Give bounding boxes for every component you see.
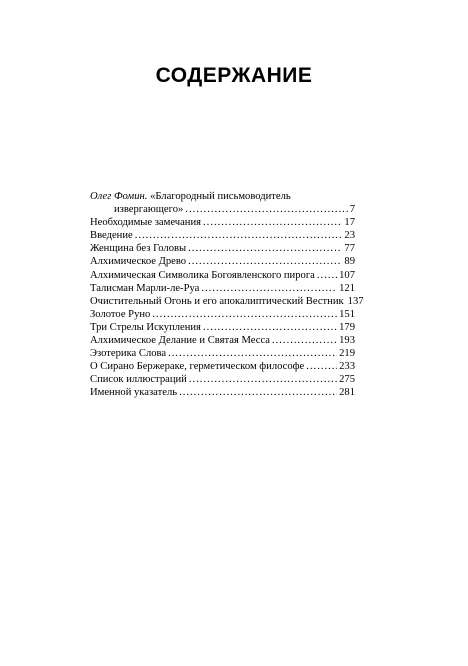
toc-author: Олег Фомин. — [90, 191, 148, 202]
toc-entry-page: 77 — [344, 243, 355, 255]
leader-dots — [152, 308, 337, 321]
toc-entry-title: Три Стрелы Искупления — [90, 321, 201, 333]
toc-entry[interactable] — [90, 347, 355, 360]
toc-entry[interactable] — [90, 203, 355, 216]
toc-entry-first-line1 — [90, 190, 355, 203]
toc-first-title-line1: «Благородный письмоводитель — [150, 191, 291, 202]
toc-entry-page: 137 — [347, 295, 364, 307]
leader-dots — [168, 347, 337, 360]
toc-entry-title: О Сирано Бержераке, герметическом философе — [90, 361, 305, 373]
leader-dots — [179, 386, 337, 399]
table-of-contents — [90, 190, 364, 400]
leader-dots — [185, 203, 347, 216]
toc-entry-title: извергающего» — [114, 204, 184, 216]
leader-dots — [317, 269, 337, 282]
leader-dots — [272, 334, 337, 347]
leader-dots — [201, 282, 337, 295]
toc-entry-page: 275 — [339, 374, 355, 386]
toc-entry[interactable] — [90, 334, 355, 347]
toc-entry-title: Очистительный Огонь и его апокалиптический Вестник — [90, 295, 344, 307]
toc-entry[interactable] — [90, 242, 355, 255]
toc-entry-title: Золотое Руно — [90, 308, 151, 320]
toc-entry-page: 281 — [339, 387, 355, 399]
toc-entry-page: 233 — [339, 361, 355, 373]
toc-entry-title: Алхимическое Древо — [90, 256, 187, 268]
toc-entry-title: Женщина без Головы — [90, 243, 187, 255]
toc-entry-title: Список иллюстраций — [90, 374, 187, 386]
toc-entry-title: Введение — [90, 230, 133, 242]
page-title: СОДЕРЖАНИЕ — [155, 64, 313, 87]
toc-entry-page: 107 — [339, 269, 355, 281]
leader-dots — [188, 255, 342, 268]
toc-entry[interactable] — [90, 255, 355, 268]
toc-list — [90, 216, 364, 399]
toc-entry[interactable] — [90, 321, 355, 334]
toc-entry[interactable] — [90, 282, 355, 295]
toc-entry-title: Алхимическое Делание и Святая Месса — [90, 335, 270, 347]
leader-dots — [203, 216, 342, 229]
toc-entry-title: Необходимые замечания — [90, 217, 202, 229]
toc-entry-title: Талисман Марли-ле-Руа — [90, 282, 200, 294]
toc-entry-page: 7 — [349, 204, 355, 216]
toc-entry-title: Алхимическая Символика Богоявленского пирога — [90, 269, 315, 281]
toc-entry-page: 151 — [339, 308, 355, 320]
toc-entry[interactable] — [90, 386, 355, 399]
leader-dots — [189, 373, 337, 386]
toc-entry[interactable] — [90, 373, 355, 386]
toc-entry[interactable] — [90, 229, 355, 242]
leader-dots — [135, 229, 343, 242]
toc-entry[interactable] — [90, 308, 355, 321]
toc-entry-page: 121 — [339, 282, 355, 294]
leader-dots — [306, 360, 337, 373]
toc-entry-page: 193 — [339, 335, 355, 347]
toc-entry-page: 219 — [339, 348, 355, 360]
toc-entry-page: 89 — [344, 256, 355, 268]
toc-entry[interactable] — [90, 295, 364, 308]
toc-entry[interactable] — [90, 269, 355, 282]
leader-dots — [188, 242, 342, 255]
leader-dots — [203, 321, 337, 334]
toc-entry-page: 179 — [339, 321, 355, 333]
toc-entry-title: Именной указатель — [90, 387, 178, 399]
toc-entry-page: 23 — [344, 230, 355, 242]
toc-entry-title: Эзотерика Слова — [90, 348, 167, 360]
toc-entry[interactable] — [90, 360, 355, 373]
toc-entry[interactable] — [90, 216, 355, 229]
toc-entry-page: 17 — [344, 217, 355, 229]
